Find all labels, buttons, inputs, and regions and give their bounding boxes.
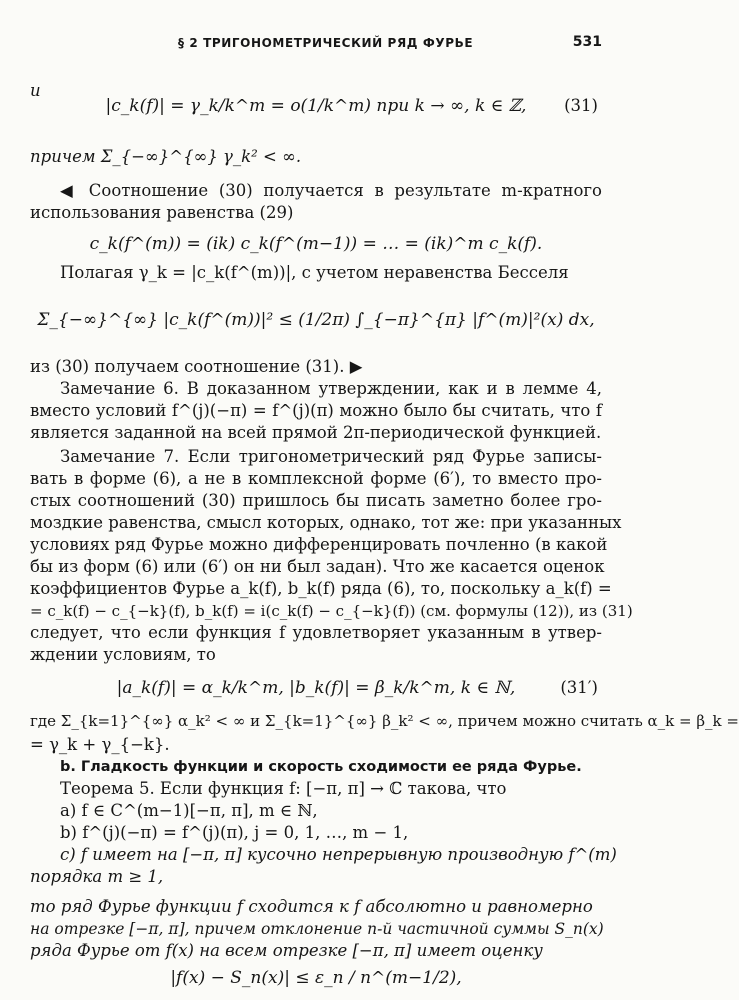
- proof-line-1-text: ◀ Соотношение (30) получается в результате m-кратного: [60, 181, 602, 200]
- remark-7-line: следует, что если функция f удовлетворяет указанным в утвер-: [30, 623, 602, 642]
- formula-final: |f(x) − S_n(x)| ≤ ε_n / n^(m−1/2),: [170, 968, 462, 988]
- remark-7-line: моздкие равенства, смысл которых, однако, тот же: при указанных: [30, 513, 622, 532]
- remark-7-line: = c_k(f) − c_{−k}(f), b_k(f) = i(c_k(f) − c_{−k}(f)) (см. формулы (12)), из (31): [30, 602, 633, 620]
- formula-31-prime-text: |a_k(f)| = α_k/k^m, |b_k(f)| = β_k/k^m, k ∈ ℕ,: [116, 678, 516, 698]
- condition-b: b) f^(j)(−π) = f^(j)(π), j = 0, 1, …, m − 1,: [60, 823, 409, 842]
- lead-word: и: [30, 81, 41, 100]
- equation-number-31: (31): [564, 96, 598, 115]
- remark-7-line: Замечание 7. Если тригонометрический ряд Фурье записы-: [60, 447, 602, 466]
- page-body: [30, 80, 739, 988]
- condition-c-line-2: порядка m ≥ 1,: [30, 867, 164, 886]
- conclusion-line: ряда Фурье от f(x) на всем отрезке [−π, π] имеет оценку: [30, 941, 543, 960]
- since-line: причем Σ_{−∞}^{∞} γ_k² < ∞.: [30, 147, 302, 166]
- proof-line-1: [30, 180, 602, 202]
- where-line-2: = γ_k + γ_{−k}.: [30, 735, 170, 754]
- equation-number-31-prime: (31′): [560, 678, 598, 697]
- remark-6-line: вместо условий f^(j)(−π) = f^(j)(π) можно было бы считать, что f: [30, 401, 602, 420]
- proof-line-2: использования равенства (29): [30, 203, 294, 222]
- remark-7-line: вать в форме (6), а не в комплексной форме (6′), то вместо про-: [30, 469, 602, 488]
- conclusion-line: то ряд Фурье функции f сходится к f абсолютно и равномерно: [30, 897, 593, 916]
- remark-6-line: Замечание 6. В доказанном утверждении, как и в лемме 4,: [60, 379, 602, 398]
- bessel-line: Полагая γ_k = |c_k(f^(m))|, с учетом неравенства Бесселя: [60, 263, 569, 282]
- from-line: из (30) получаем соотношение (31). ▶: [30, 357, 363, 376]
- condition-a: a) f ∈ C^(m−1)[−π, π], m ∈ ℕ,: [60, 801, 318, 820]
- running-head: § 2 ТРИГОНОМЕТРИЧЕСКИЙ РЯД ФУРЬЕ: [178, 36, 474, 50]
- remark-7-line: ждении условиям, то: [30, 645, 216, 664]
- where-line-1: где Σ_{k=1}^{∞} α_k² < ∞ и Σ_{k=1}^{∞} β_k² < ∞, причем можно считать α_k = β_k =: [30, 712, 739, 730]
- remark-7-line: бы из форм (6) или (6′) он ни был задан). Что же касается оценок: [30, 557, 605, 576]
- section-b-heading: b. Гладкость функции и скорость сходимости ее ряда Фурье.: [60, 759, 582, 775]
- page-number: 531: [572, 34, 602, 50]
- remark-7-line: стых соотношений (30) пришлось бы писать заметно более гро-: [30, 491, 602, 510]
- theorem-5: Теорема 5. Если функция f: [−π, π] → ℂ такова, что: [60, 779, 507, 798]
- remark-6-line: является заданной на всей прямой 2π-периодической функцией.: [30, 423, 602, 442]
- formula-31-prime: [30, 676, 602, 700]
- formula-29: c_k(f^(m)) = (ik) c_k(f^(m−1)) = … = (ik)^m c_k(f).: [89, 234, 543, 254]
- conclusion-line: на отрезке [−π, π], причем отклонение n-й частичной суммы S_n(x): [30, 920, 604, 938]
- formula-31-text: |c_k(f)| = γ_k/k^m = o(1/k^m) при k → ∞, k ∈ ℤ,: [105, 96, 527, 116]
- page-header: [0, 34, 628, 56]
- condition-c-line-1: c) f имеет на [−π, π] кусочно непрерывную производную f^(m): [60, 845, 617, 864]
- formula-bessel: Σ_{−∞}^{∞} |c_k(f^(m))|² ≤ (1/2π) ∫_{−π}^{π} |f^(m)|²(x) dx,: [37, 310, 595, 330]
- formula-31: [30, 94, 602, 118]
- remark-7-line: коэффициентов Фурье a_k(f), b_k(f) ряда (6), то, поскольку a_k(f) =: [30, 579, 612, 598]
- remark-7-line: условиях ряд Фурье можно дифференцировать почленно (в какой: [30, 535, 608, 554]
